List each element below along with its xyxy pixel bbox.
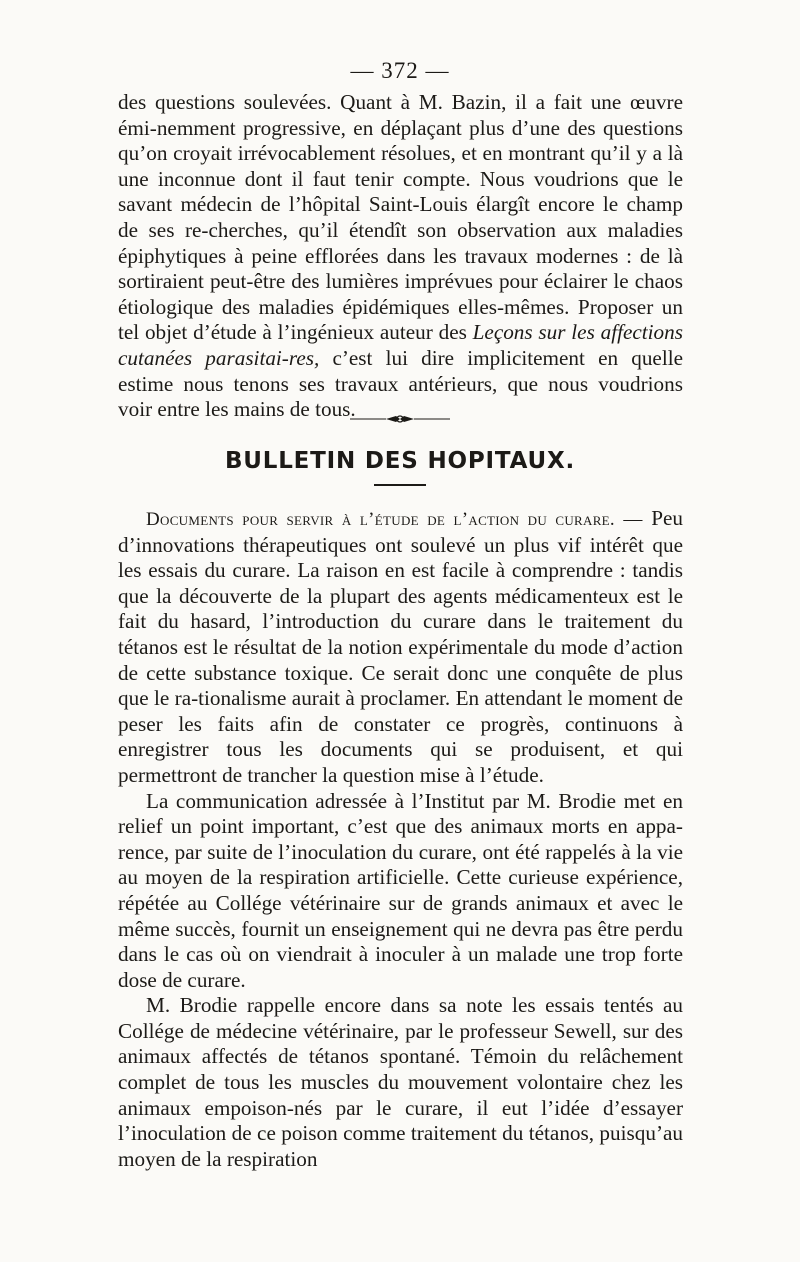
article-paragraph-1	[118, 506, 683, 789]
intro-paragraph	[118, 90, 683, 423]
page-number: — 372 —	[350, 58, 450, 83]
section-heading: BULLETIN DES HOPITAUX.	[224, 448, 576, 474]
heading-rule	[374, 484, 426, 486]
section-ornament	[0, 412, 800, 431]
article-paragraph-1-text: Peu d’innovations thérapeutiques ont soulevé un plus vif intérêt que les essais du curare. La raison en est facile à comprendre : tandis que la découverte de la plupart des agents médicamenteux est le fait du hasard, l’introduction du curare dans le traitement du tétanos est le résultat de la notion expérimentale du mode d’action de cette substance toxique. Ce serait donc une conquête de plus que le ra-tionalisme aurait à proclamer. En attendant le moment de peser les faits afin de constater ce progrès, continuons à enregistrer tous les documents qui se produisent, et qui permettront de trancher la question mise à l’étude.	[118, 506, 684, 787]
article-body	[118, 506, 683, 1172]
intro-paragraph-block	[118, 90, 683, 423]
article-paragraph-3: M. Brodie rappelle encore dans sa note les essais tentés au Collége de médecine vétérinaire, par le professeur Sewell, sur des animaux affectés de tétanos spontané. Témoin du relâchement complet de tous les muscles du mouvement volontaire chez les animaux empoison-nés par le curare, il eut l’idée d’essayer l’inoculation de ce poison comme traitement du tétanos, puisqu’au moyen de la respiration	[118, 993, 683, 1171]
intro-tail-text: c’est lui dire implicitement en quelle estime nous tenons ses travaux antérieurs, que nous voudrions voir entre les mains de tous.	[118, 345, 683, 422]
book-title-italic: Leçons sur les affections cutanées parasitai-res,	[118, 320, 683, 370]
intro-text: des questions soulevées. Quant à M. Bazin, il a fait une œuvre émi-nemment progressive, en déplaçant plus d’une des questions qu’on croyait irrévocablement résolues, et en montrant qu’il y a là une inconnue dont il faut tenir compte. Nous voudrions que le savant médecin de l’hôpital Saint-Louis élargît encore le champ de ses re-cherches, qu’il étendît son observation aux maladies épiphytiques à peine efflorées dans les travaux modernes : de là sortiraient peut-être des lumières imprévues pour éclairer le chaos étiologique des maladies épidémiques elles-mêmes. Proposer un tel objet d’étude à l’ingénieux auteur des	[118, 90, 683, 345]
article-lead-title: Documents pour servir à l’étude de l’action du curare. —	[146, 509, 643, 530]
article-paragraph-2: La communication adressée à l’Institut par M. Brodie met en relief un point important, c’est que des animaux morts en appa-rence, par suite de l’inoculation du curare, ont été rappelés à la vie au moyen de la respiration artificielle. Cette curieuse expérience, répétée au Collége vétérinaire sur de grands animaux et avec le même succès, fournit un enseignement qui ne devra pas être perdu dans le cas où on viendrait à inoculer à un malade une trop forte dose de curare.	[118, 788, 683, 992]
ornament-divider-icon	[350, 412, 450, 426]
